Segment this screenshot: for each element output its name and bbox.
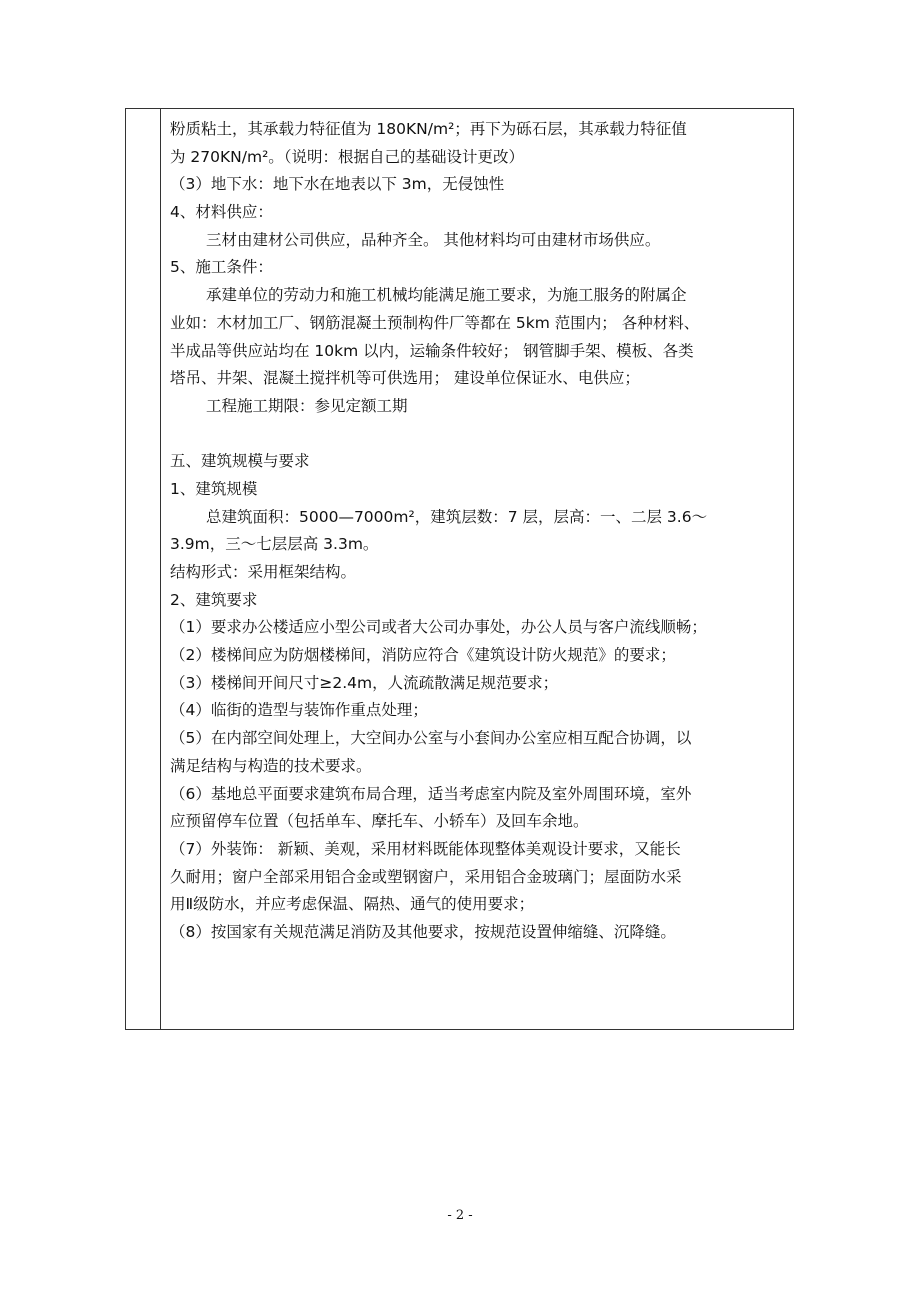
text-line: 塔吊、井架、混凝土搅拌机等可供选用； 建设单位保证水、电供应； [170,369,640,388]
section-heading: 4、材料供应： [170,203,273,222]
text-line: （7）外装饰： 新颖、美观，采用材料既能体现整体美观设计要求，又能长 [170,839,681,858]
text-line: 总建筑面积：5000—7000m²，建筑层数：7 层，层高：一、二层 3.6～ [206,507,708,526]
text-line: （5）在内部空间处理上，大空间办公室与小套间办公室应相互配合协调，以 [170,729,692,748]
text-line: 业如：木材加工厂、钢筋混凝土预制构件厂等都在 5km 范围内； 各种材料、 [170,313,700,332]
text-line: （4）临街的造型与装饰作重点处理； [170,701,428,720]
text-line: 为 270KN/m²。（说明：根据自己的基础设计更改） [170,147,525,166]
text-line: （8）按国家有关规范满足消防及其他要求，按规范设置伸缩缝、沉降缝。 [170,922,676,941]
text-line: 半成品等供应站均在 10km 以内，运输条件较好； 钢管脚手架、模板、各类 [170,341,694,360]
text-line: 工程施工期限：参见定额工期 [206,396,408,415]
table-left-column [126,109,161,1029]
text-line: （6）基地总平面要求建筑布局合理，适当考虑室内院及室外周围环境，室外 [170,784,692,803]
chapter-heading: 五、建筑规模与要求 [170,452,310,471]
text-line: 三材由建材公司供应，品种齐全。 其他材料均可由建材市场供应。 [206,230,661,249]
text-line: 结构形式：采用框架结构。 [170,563,357,581]
text-line: 满足结构与构造的技术要求。 [170,756,372,775]
text-line: （3）楼梯间开间尺寸≥2.4m，人流疏散满足规范要求； [170,673,559,692]
text-line: 久耐用；窗户全部采用铝合金或塑钢窗户，采用铝合金玻璃门；屋面防水采 [170,867,682,886]
section-heading: 2、建筑要求 [170,590,258,609]
page-number: - 2 - [447,1208,473,1223]
text-line: 用Ⅱ级防水，并应考虑保温、隔热、通气的使用要求； [170,895,535,914]
table-content-cell [170,116,790,947]
section-heading: 1、建筑规模 [170,479,258,498]
text-line: 粉质粘土，其承载力特征值为 180KN/m²；再下为砾石层，其承载力特征值 [170,120,687,138]
text-line: 3.9m，三～七层层高 3.3m。 [170,535,379,554]
text-line: （1）要求办公楼适应小型公司或者大公司办事处，办公人员与客户流线顺畅； [170,618,707,637]
blank-line [170,421,790,449]
text-line: 承建单位的劳动力和施工机械均能满足施工要求，为施工服务的附属企 [206,286,687,305]
text-line: （2）楼梯间应为防烟楼梯间，消防应符合《建筑设计防火规范》的要求； [170,646,676,665]
text-line: 应预留停车位置（包括单车、摩托车、小轿车）及回车余地。 [170,812,589,831]
text-line: （3）地下水：地下水在地表以下 3m，无侵蚀性 [170,175,505,194]
document-table [125,108,794,1030]
section-heading: 5、施工条件： [170,258,273,277]
